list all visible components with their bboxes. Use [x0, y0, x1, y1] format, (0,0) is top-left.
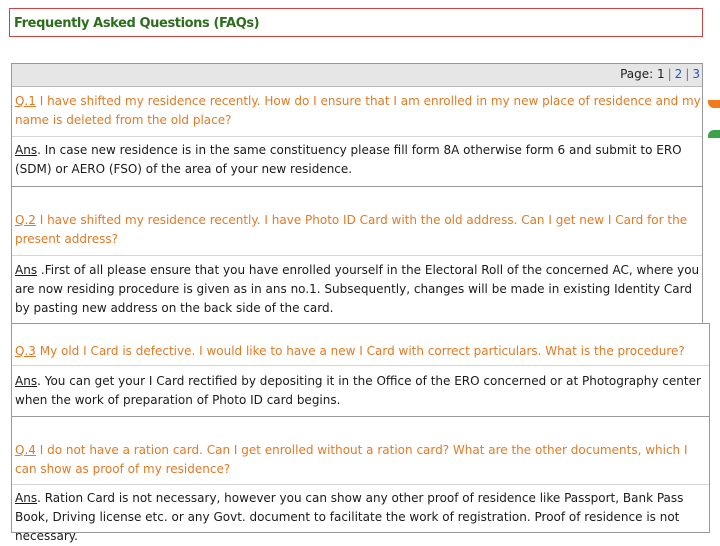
question-text: I have shifted my residence recently. How do I ensure that I am enrolled in my new place of residence and my name is deleted from the old place?	[15, 94, 701, 127]
divider	[12, 186, 702, 187]
faq-answer-2	[15, 261, 701, 318]
page-separator: |	[667, 67, 672, 81]
divider	[12, 484, 709, 485]
answer-text: . Ration Card is not necessary, however you can show any other proof of residence like Passport, Bank Pass Book, Driving license etc. or any Govt. document to facilitate the work of registration. Proof of residence is not necessary.	[15, 491, 684, 543]
question-label: Q.2	[15, 213, 36, 227]
divider	[12, 136, 702, 137]
faq-question-3	[15, 342, 707, 361]
answer-text: . In case new residence is in the same constituency please fill form 8A otherwise form 6 and submit to ERO (SDM) or AERO (FSO) of the area of your new residence.	[15, 143, 682, 176]
answer-label: Ans	[15, 143, 38, 157]
answer-label: Ans	[15, 491, 38, 505]
question-text: I do not have a ration card. Can I get enrolled without a ration card? What are the other documents, which I can show as proof of my residence?	[15, 443, 688, 476]
faq-question-4	[15, 441, 707, 479]
page-current: 1	[656, 67, 665, 81]
faq-answer-3	[15, 372, 707, 410]
answer-label: Ans	[15, 374, 38, 388]
page-link-3[interactable]: 3	[692, 67, 700, 81]
divider	[12, 255, 702, 256]
question-label: Q.3	[15, 344, 36, 358]
faq-header	[9, 8, 703, 37]
answer-text: .First of all please ensure that you have enrolled yourself in the Electoral Roll of the concerned AC, where you are now residing procedure is given as in ans no.1. Subsequently, changes will be made in existing Identity Card by pasting new address on the back side of the card.	[15, 263, 700, 315]
faq-question-2	[15, 211, 701, 249]
pagination-bar	[12, 64, 702, 87]
divider	[12, 416, 709, 417]
faq-panel-upper	[11, 63, 703, 325]
green-stripe	[708, 130, 720, 138]
faq-answer-4	[15, 489, 707, 546]
faq-answer-1	[15, 141, 701, 179]
question-text: My old I Card is defective. I would like to have a new I Card with correct particulars. What is the procedure?	[35, 344, 685, 358]
pagination-label: Page:	[620, 67, 654, 81]
page-separator: |	[685, 67, 690, 81]
faq-panel-lower	[11, 323, 710, 543]
answer-label: Ans	[15, 263, 38, 277]
flag-decoration	[708, 100, 720, 140]
page-link-2[interactable]: 2	[674, 67, 683, 81]
saffron-stripe	[708, 100, 720, 108]
question-label: Q.1	[15, 94, 36, 108]
divider	[12, 365, 709, 366]
page-title: Frequently Asked Questions (FAQs)	[14, 16, 260, 31]
question-label: Q.4	[15, 443, 36, 457]
question-text: I have shifted my residence recently. I have Photo ID Card with the old address. Can I get new I Card for the present address?	[15, 213, 688, 246]
faq-question-1	[15, 92, 701, 130]
pagination	[620, 67, 700, 81]
answer-text: . You can get your I Card rectified by depositing it in the Office of the ERO concerned or at Photography center when the work of preparation of Photo ID card begins.	[15, 374, 701, 407]
